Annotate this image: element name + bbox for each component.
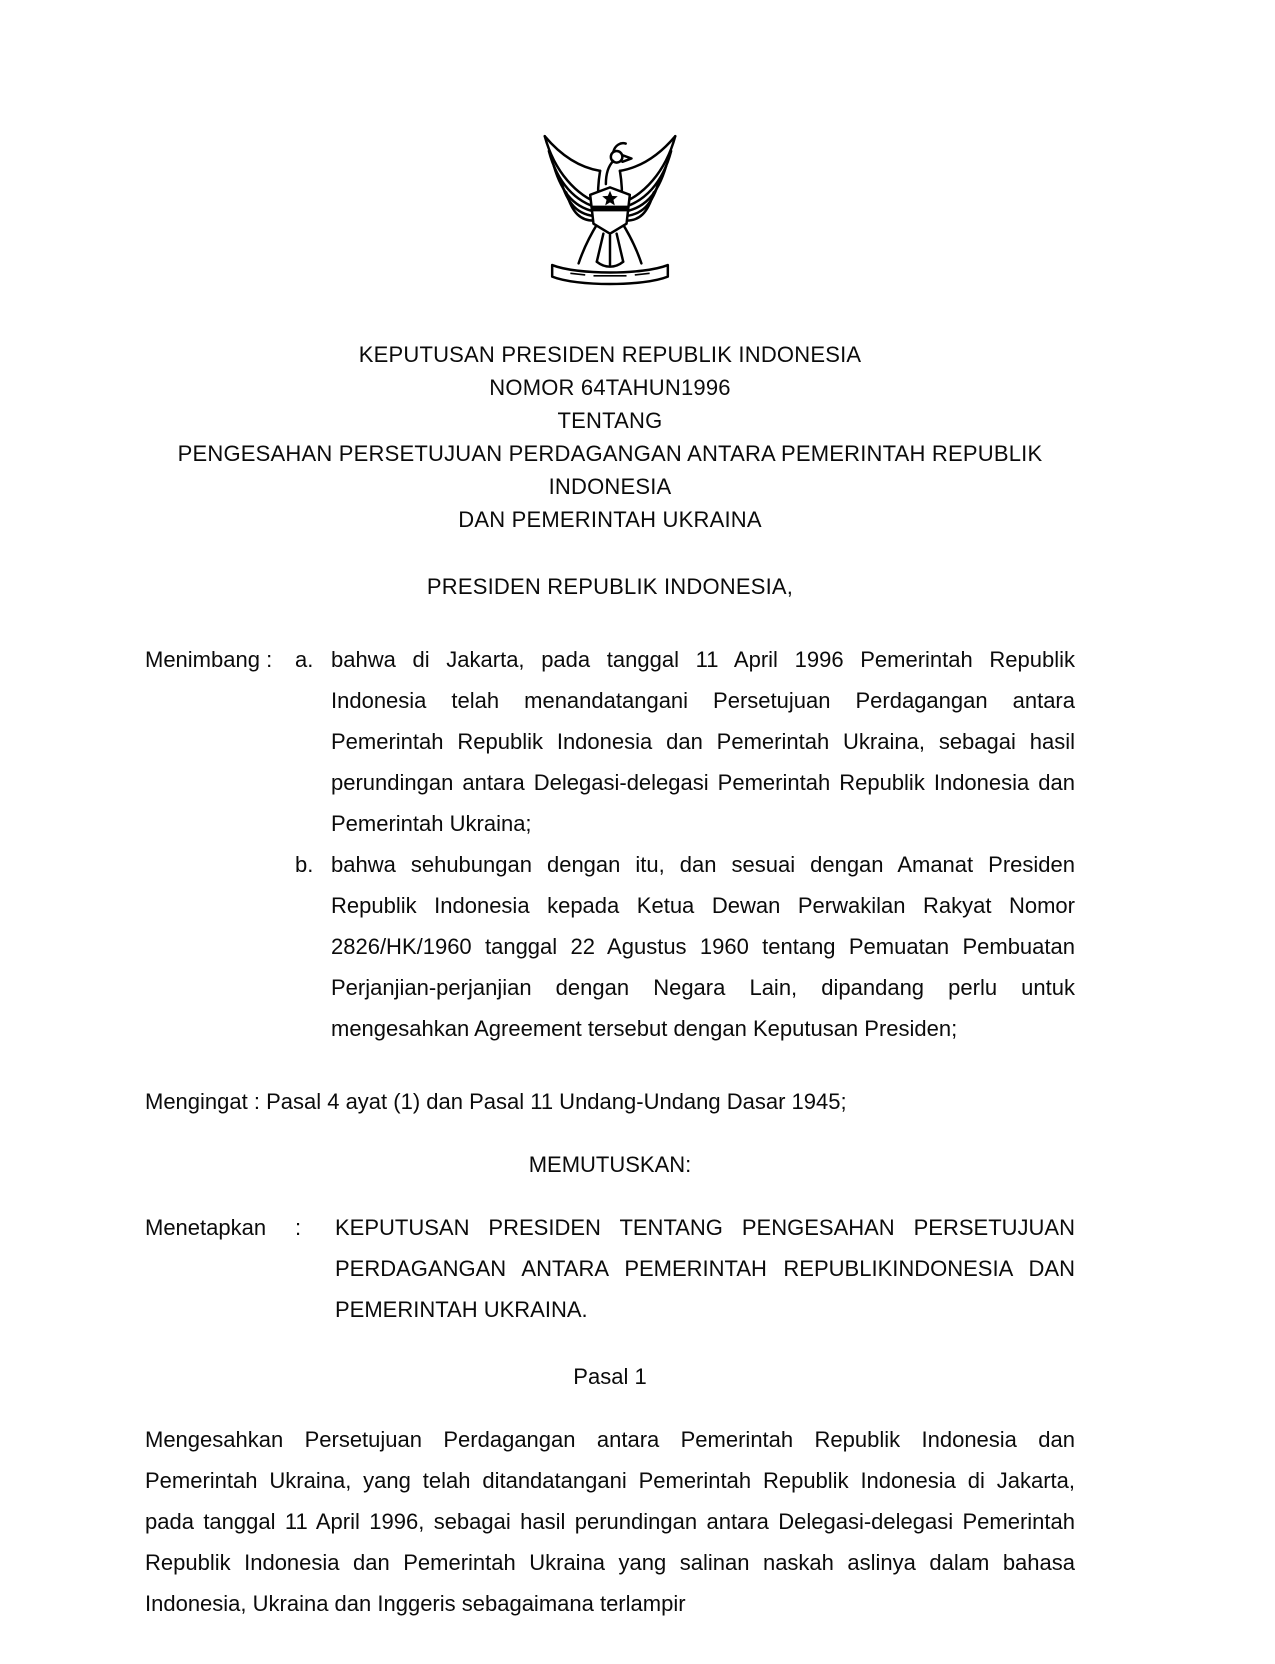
item-marker: b.	[295, 852, 314, 877]
title-line-number: NOMOR 64TAHUN1996	[489, 375, 731, 400]
menimbang-clause	[145, 639, 1075, 1049]
memutuskan-heading: MEMUTUSKAN:	[528, 1152, 692, 1177]
emblem-container	[145, 118, 1075, 308]
title-line-subject-2: DAN PEMERINTAH UKRAINA	[458, 507, 762, 532]
menimbang-items	[295, 639, 1075, 1049]
document-title	[145, 338, 1075, 536]
menimbang-item-a	[295, 639, 1075, 844]
garuda-pancasila-emblem	[527, 118, 693, 308]
item-marker: a.	[295, 647, 314, 672]
pasal-1-body: Mengesahkan Persetujuan Perdagangan antara Pemerintah Republik Indonesia dan Pemerintah Ukraina, yang telah ditandatangani Pemerintah Republik Indonesia di Jakarta, pada tanggal 11 April 1996, sebagai hasil perundingan antara Delegasi-delegasi Pemerintah Republik Indonesia dan Pemerintah Ukraina yang salinan naskah aslinya dalam bahasa Indonesia, Ukraina dan Inggeris sebagaimana terlampir	[145, 1427, 1075, 1616]
title-line-tentang: TENTANG	[557, 408, 663, 433]
salutation: PRESIDEN REPUBLIK INDONESIA,	[426, 574, 794, 599]
menimbang-label: Menimbang :	[145, 647, 273, 672]
item-text: bahwa sehubungan dengan itu, dan sesuai dengan Amanat Presiden Republik Indonesia kepada Ketua Dewan Perwakilan Rakyat Nomor 2826/HK/1960 tanggal 22 Agustus 1960 tentang Pemuatan Pembuatan Perjanjian-perjanjian dengan Negara Lain, dipandang perlu untuk mengesahkan Agreement tersebut dengan Keputusan Presiden;	[331, 852, 1075, 1041]
menetapkan-text: KEPUTUSAN PRESIDEN TENTANG PENGESAHAN PERSETUJUAN PERDAGANGAN ANTARA PEMERINTAH REPUBLIKINDONESIA DAN PEMERINTAH UKRAINA.	[335, 1215, 1075, 1322]
menetapkan-clause	[145, 1207, 1075, 1330]
menetapkan-colon: :	[295, 1215, 302, 1240]
menetapkan-label: Menetapkan	[145, 1215, 267, 1240]
item-text: bahwa di Jakarta, pada tanggal 11 April 1996 Pemerintah Republik Indonesia telah menandatangani Persetujuan Perdagangan antara Pemerintah Republik Indonesia dan Pemerintah Ukraina, sebagai hasil perundingan antara Delegasi-delegasi Pemerintah Republik Indonesia dan Pemerintah Ukraina;	[331, 647, 1075, 836]
title-line-subject-1: PENGESAHAN PERSETUJUAN PERDAGANGAN ANTARA PEMERINTAH REPUBLIK INDONESIA	[177, 441, 1043, 499]
document-content	[145, 118, 1075, 1624]
title-line-decree: KEPUTUSAN PRESIDEN REPUBLIK INDONESIA	[358, 342, 862, 367]
pasal-1-heading: Pasal 1	[573, 1364, 647, 1389]
mengingat-clause: Mengingat : Pasal 4 ayat (1) dan Pasal 11 Undang-Undang Dasar 1945;	[145, 1089, 847, 1114]
menimbang-item-b	[295, 844, 1075, 1049]
